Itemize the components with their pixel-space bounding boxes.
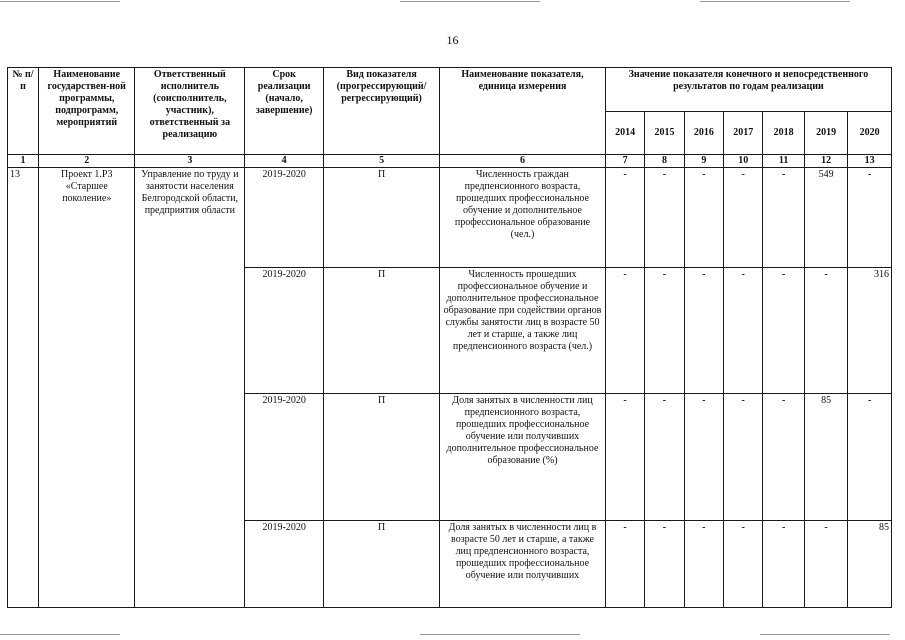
column-numbers-row [8,155,892,168]
indicator-value: - [684,168,723,268]
year-header: 2018 [763,112,804,155]
indicator-value: - [763,521,804,608]
indicator-period: 2019-2020 [245,168,324,268]
indicator-value: - [645,521,684,608]
indicator-type: П [324,168,440,268]
indicator-value: - [724,521,763,608]
table-row [8,168,892,268]
column-number: 6 [440,155,606,168]
header-period: Срок реализации (начало, завершение) [245,68,324,155]
indicator-value: - [763,268,804,394]
scan-edge-line [760,634,890,635]
header-indicator-name: Наименование показателя, единица измерения [440,68,606,155]
indicators-table [7,67,892,608]
column-number: 1 [8,155,39,168]
indicator-value: - [763,394,804,521]
indicator-value: - [804,268,848,394]
column-number: 9 [684,155,723,168]
column-number: 7 [605,155,644,168]
year-header: 2019 [804,112,848,155]
column-number: 5 [324,155,440,168]
indicator-value: - [724,268,763,394]
column-number: 11 [763,155,804,168]
column-number: 13 [848,155,892,168]
indicator-value: - [645,394,684,521]
indicator-value: - [763,168,804,268]
indicator-value: - [645,168,684,268]
indicator-value: - [724,394,763,521]
indicator-value: - [605,168,644,268]
year-header: 2015 [645,112,684,155]
column-number: 10 [724,155,763,168]
header-row [8,68,892,112]
year-header: 2017 [724,112,763,155]
header-indicator-type: Вид показателя (прогрессирующий/ регрессирующий) [324,68,440,155]
indicator-value: - [804,521,848,608]
indicator-value: - [645,268,684,394]
column-number: 2 [39,155,135,168]
indicator-type: П [324,268,440,394]
year-header: 2016 [684,112,723,155]
indicator-type: П [324,521,440,608]
header-values-group: Значение показателя конечного и непосредственного результатов по годам реализации [605,68,891,112]
header-executor: Ответственный исполнитель (соисполнитель, участник), ответственный за реализацию [135,68,245,155]
indicator-name: Доля занятых в численности лиц предпенсионного возраста, прошедших профессиональное обучение или получивших дополнительное профессиональное образование (%) [440,394,606,521]
indicator-period: 2019-2020 [245,268,324,394]
column-number: 12 [804,155,848,168]
entry-number: 13 [8,168,39,608]
indicator-period: 2019-2020 [245,394,324,521]
indicator-value: 85 [804,394,848,521]
header-number: № п/п [8,68,39,155]
column-number: 3 [135,155,245,168]
column-number: 8 [645,155,684,168]
year-header: 2014 [605,112,644,155]
entry-name: Проект 1.Р3 «Старшее поколение» [39,168,135,608]
indicator-name: Численность прошедших профессиональное обучение и дополнительное профессиональное образование при содействии органов службы занятости лиц в возрасте 50 лет и старше, а также лиц предпенсионного возраста (чел.) [440,268,606,394]
indicator-value: 549 [804,168,848,268]
scan-edge-line [420,634,580,635]
indicator-value: - [605,394,644,521]
scan-edge-line [0,1,120,2]
indicator-name: Доля занятых в численности лиц в возрасте 50 лет и старше, а также лиц предпенсионного возраста, прошедших профессиональное обучение или получивших [440,521,606,608]
indicator-value: - [724,168,763,268]
header-program-name: Наименование государствен-ной программы, подпрограмм, мероприятий [39,68,135,155]
indicator-value: 85 [848,521,892,608]
indicator-value: - [684,521,723,608]
indicator-value: - [684,268,723,394]
indicator-period: 2019-2020 [245,521,324,608]
scan-edge-line [700,1,850,2]
indicator-value: 316 [848,268,892,394]
indicator-value: - [605,521,644,608]
indicator-value: - [848,168,892,268]
page-number: 16 [446,33,459,47]
year-header: 2020 [848,112,892,155]
scan-edge-line [400,1,540,2]
column-number: 4 [245,155,324,168]
indicator-name: Численность граждан предпенсионного возраста, прошедших профессиональное обучение и дополнительное профессиональное образование (чел.) [440,168,606,268]
scan-edge-line [0,634,120,635]
indicator-value: - [605,268,644,394]
indicator-value: - [848,394,892,521]
indicator-type: П [324,394,440,521]
entry-executor: Управление по труду и занятости населения Белгородской области, предприятия области [135,168,245,608]
indicator-value: - [684,394,723,521]
